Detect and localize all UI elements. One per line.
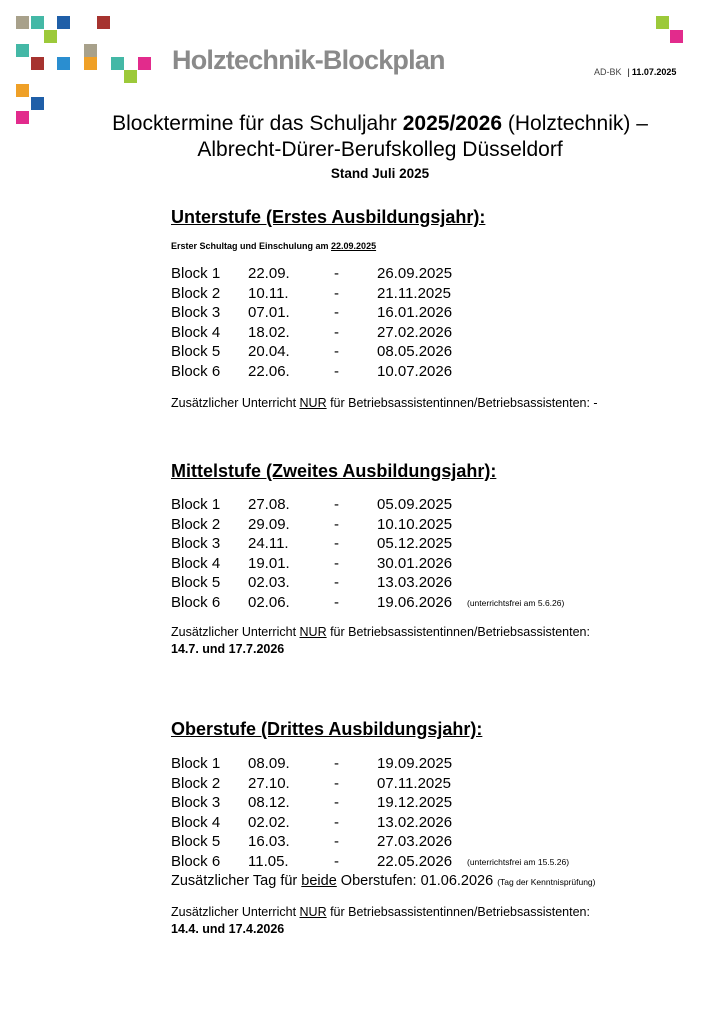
extra-day-suffix: Oberstufen: 01.06.2026 bbox=[336, 873, 498, 889]
block-label: Block 3 bbox=[171, 535, 221, 553]
block-end-date: 13.03.2026 bbox=[377, 574, 453, 592]
extra-lessons-mittelstufe bbox=[171, 625, 590, 639]
block-dash: - bbox=[334, 833, 339, 851]
block-end-date: 27.03.2026 bbox=[377, 833, 453, 851]
block-dash: - bbox=[334, 594, 339, 611]
block-dash: - bbox=[334, 304, 339, 322]
block-end-date: 08.05.2026 bbox=[377, 343, 453, 361]
extra-nur: NUR bbox=[299, 625, 327, 639]
block-label: Block 3 bbox=[171, 794, 221, 812]
block-dash: - bbox=[334, 574, 339, 592]
block-end-date: 22.05.2026 bbox=[377, 853, 453, 870]
block-end-date: 27.02.2026 bbox=[377, 323, 453, 341]
block-start-date: 11.05. bbox=[248, 853, 289, 870]
block-dash: - bbox=[334, 363, 339, 380]
block-label: Block 5 bbox=[171, 343, 221, 361]
title-year: 2025/2026 bbox=[402, 112, 503, 135]
block-end-date: 10.07.2026 bbox=[377, 363, 453, 380]
block-start-date: 08.12. bbox=[248, 794, 290, 812]
block-start-date: 07.01. bbox=[248, 304, 290, 322]
block-label: Block 5 bbox=[171, 833, 221, 851]
block-label: Block 4 bbox=[171, 323, 221, 341]
extra-suffix: für Betriebsassistentinnen/Betriebsassistenten: bbox=[326, 905, 590, 919]
extra-prefix: Zusätzlicher Unterricht bbox=[171, 396, 300, 410]
block-label: Block 1 bbox=[171, 265, 221, 282]
logo-square bbox=[31, 97, 44, 110]
block-dash: - bbox=[334, 323, 339, 341]
block-label: Block 6 bbox=[171, 853, 221, 870]
logo-square bbox=[31, 16, 44, 29]
extra-day-beide: beide bbox=[301, 873, 337, 889]
block-dash: - bbox=[334, 755, 339, 772]
extra-lessons-unterstufe bbox=[171, 396, 598, 410]
block-note: (unterrichtsfrei am 15.5.26) bbox=[467, 857, 570, 867]
extra-prefix: Zusätzlicher Unterricht bbox=[171, 905, 300, 919]
block-end-date: 05.09.2025 bbox=[377, 496, 453, 513]
logo-square bbox=[656, 16, 669, 29]
first-day-label: Erster Schultag und Einschulung am bbox=[171, 241, 332, 251]
block-start-date: 18.02. bbox=[248, 323, 290, 341]
block-end-date: 10.10.2025 bbox=[377, 515, 453, 533]
extra-prefix: Zusätzlicher Unterricht bbox=[171, 625, 300, 639]
block-start-date: 08.09. bbox=[248, 755, 290, 772]
document-reference bbox=[594, 67, 676, 77]
block-end-date: 16.01.2026 bbox=[377, 304, 453, 322]
block-end-date: 19.09.2025 bbox=[377, 755, 453, 772]
block-start-date: 20.04. bbox=[248, 343, 290, 361]
logo-square bbox=[16, 16, 29, 29]
block-dash: - bbox=[334, 554, 339, 572]
logo-square bbox=[16, 84, 29, 97]
first-day-note bbox=[171, 241, 376, 251]
block-dash: - bbox=[334, 535, 339, 553]
extra-day-note: (Tag der Kenntnisprüfung) bbox=[497, 877, 596, 887]
block-dash: - bbox=[334, 515, 339, 533]
page-title bbox=[18, 112, 724, 136]
doc-code: AD-BK bbox=[594, 67, 622, 77]
block-label: Block 4 bbox=[171, 813, 221, 831]
block-label: Block 2 bbox=[171, 284, 221, 302]
brand-title: Holztechnik-Blockplan bbox=[172, 45, 445, 75]
section-heading-oberstufe: Oberstufe (Drittes Ausbildungsjahr): bbox=[171, 719, 483, 739]
extra-dates-oberstufe: 14.4. und 17.4.2026 bbox=[171, 922, 285, 936]
extra-dates-mittelstufe: 14.7. und 17.7.2026 bbox=[171, 642, 285, 656]
block-dash: - bbox=[334, 343, 339, 361]
block-start-date: 22.06. bbox=[248, 363, 290, 380]
doc-separator: | bbox=[627, 67, 630, 77]
block-label: Block 2 bbox=[171, 515, 221, 533]
block-end-date: 07.11.2025 bbox=[377, 774, 451, 792]
block-start-date: 19.01. bbox=[248, 554, 290, 572]
block-end-date: 21.11.2025 bbox=[377, 284, 451, 302]
extra-suffix: für Betriebsassistentinnen/Betriebsassistenten: bbox=[326, 625, 590, 639]
block-label: Block 2 bbox=[171, 774, 221, 792]
section-heading-mittelstufe: Mittelstufe (Zweites Ausbildungsjahr): bbox=[171, 461, 497, 481]
block-dash: - bbox=[334, 284, 339, 302]
block-dash: - bbox=[334, 265, 339, 282]
block-label: Block 3 bbox=[171, 304, 221, 322]
doc-date: 11.07.2025 bbox=[631, 67, 677, 77]
block-dash: - bbox=[334, 813, 339, 831]
title-suffix: (Holztechnik) – bbox=[502, 112, 648, 135]
logo-square bbox=[84, 57, 97, 70]
block-start-date: 24.11. bbox=[248, 535, 289, 553]
logo-square bbox=[97, 16, 110, 29]
block-end-date: 26.09.2025 bbox=[377, 265, 453, 282]
logo-square bbox=[138, 57, 151, 70]
block-note: (unterrichtsfrei am 5.6.26) bbox=[467, 598, 565, 608]
block-end-date: 19.06.2026 bbox=[377, 594, 453, 611]
block-label: Block 4 bbox=[171, 554, 221, 572]
logo-square bbox=[111, 57, 124, 70]
block-dash: - bbox=[334, 496, 339, 513]
logo-square bbox=[670, 30, 683, 43]
logo-square bbox=[84, 44, 97, 57]
block-start-date: 02.03. bbox=[248, 574, 290, 592]
block-start-date: 02.06. bbox=[248, 594, 290, 611]
block-label: Block 6 bbox=[171, 363, 221, 380]
school-name: Albrecht-Dürer-Berufskolleg Düsseldorf bbox=[197, 138, 563, 161]
extra-lessons-oberstufe bbox=[171, 905, 590, 919]
block-dash: - bbox=[334, 853, 339, 870]
block-label: Block 6 bbox=[171, 594, 221, 611]
block-end-date: 30.01.2026 bbox=[377, 554, 453, 572]
section-heading-unterstufe: Unterstufe (Erstes Ausbildungsjahr): bbox=[171, 207, 486, 227]
block-label: Block 5 bbox=[171, 574, 221, 592]
extra-suffix: für Betriebsassistentinnen/Betriebsassistenten: - bbox=[326, 396, 598, 410]
block-end-date: 13.02.2026 bbox=[377, 813, 453, 831]
logo-square bbox=[31, 57, 44, 70]
logo-square bbox=[57, 57, 70, 70]
block-label: Block 1 bbox=[171, 755, 221, 772]
extra-nur: NUR bbox=[299, 905, 327, 919]
block-dash: - bbox=[334, 794, 339, 812]
extra-day-oberstufe bbox=[171, 873, 595, 889]
block-start-date: 22.09. bbox=[248, 265, 290, 282]
block-label: Block 1 bbox=[171, 496, 221, 513]
block-start-date: 02.02. bbox=[248, 813, 290, 831]
block-end-date: 19.12.2025 bbox=[377, 794, 453, 812]
first-day-date: 22.09.2025 bbox=[331, 241, 377, 251]
block-start-date: 10.11. bbox=[248, 284, 289, 302]
block-dash: - bbox=[334, 774, 339, 792]
logo-square bbox=[124, 70, 137, 83]
block-start-date: 29.09. bbox=[248, 515, 290, 533]
block-start-date: 16.03. bbox=[248, 833, 290, 851]
logo-square bbox=[57, 16, 70, 29]
block-end-date: 05.12.2025 bbox=[377, 535, 453, 553]
stand-date: Stand Juli 2025 bbox=[330, 166, 430, 181]
block-start-date: 27.08. bbox=[248, 496, 290, 513]
logo-square bbox=[16, 44, 29, 57]
title-prefix: Blocktermine für das Schuljahr bbox=[112, 112, 403, 135]
extra-day-prefix: Zusätzlicher Tag für bbox=[171, 873, 302, 889]
logo-square bbox=[44, 30, 57, 43]
block-start-date: 27.10. bbox=[248, 774, 290, 792]
extra-nur: NUR bbox=[299, 396, 327, 410]
